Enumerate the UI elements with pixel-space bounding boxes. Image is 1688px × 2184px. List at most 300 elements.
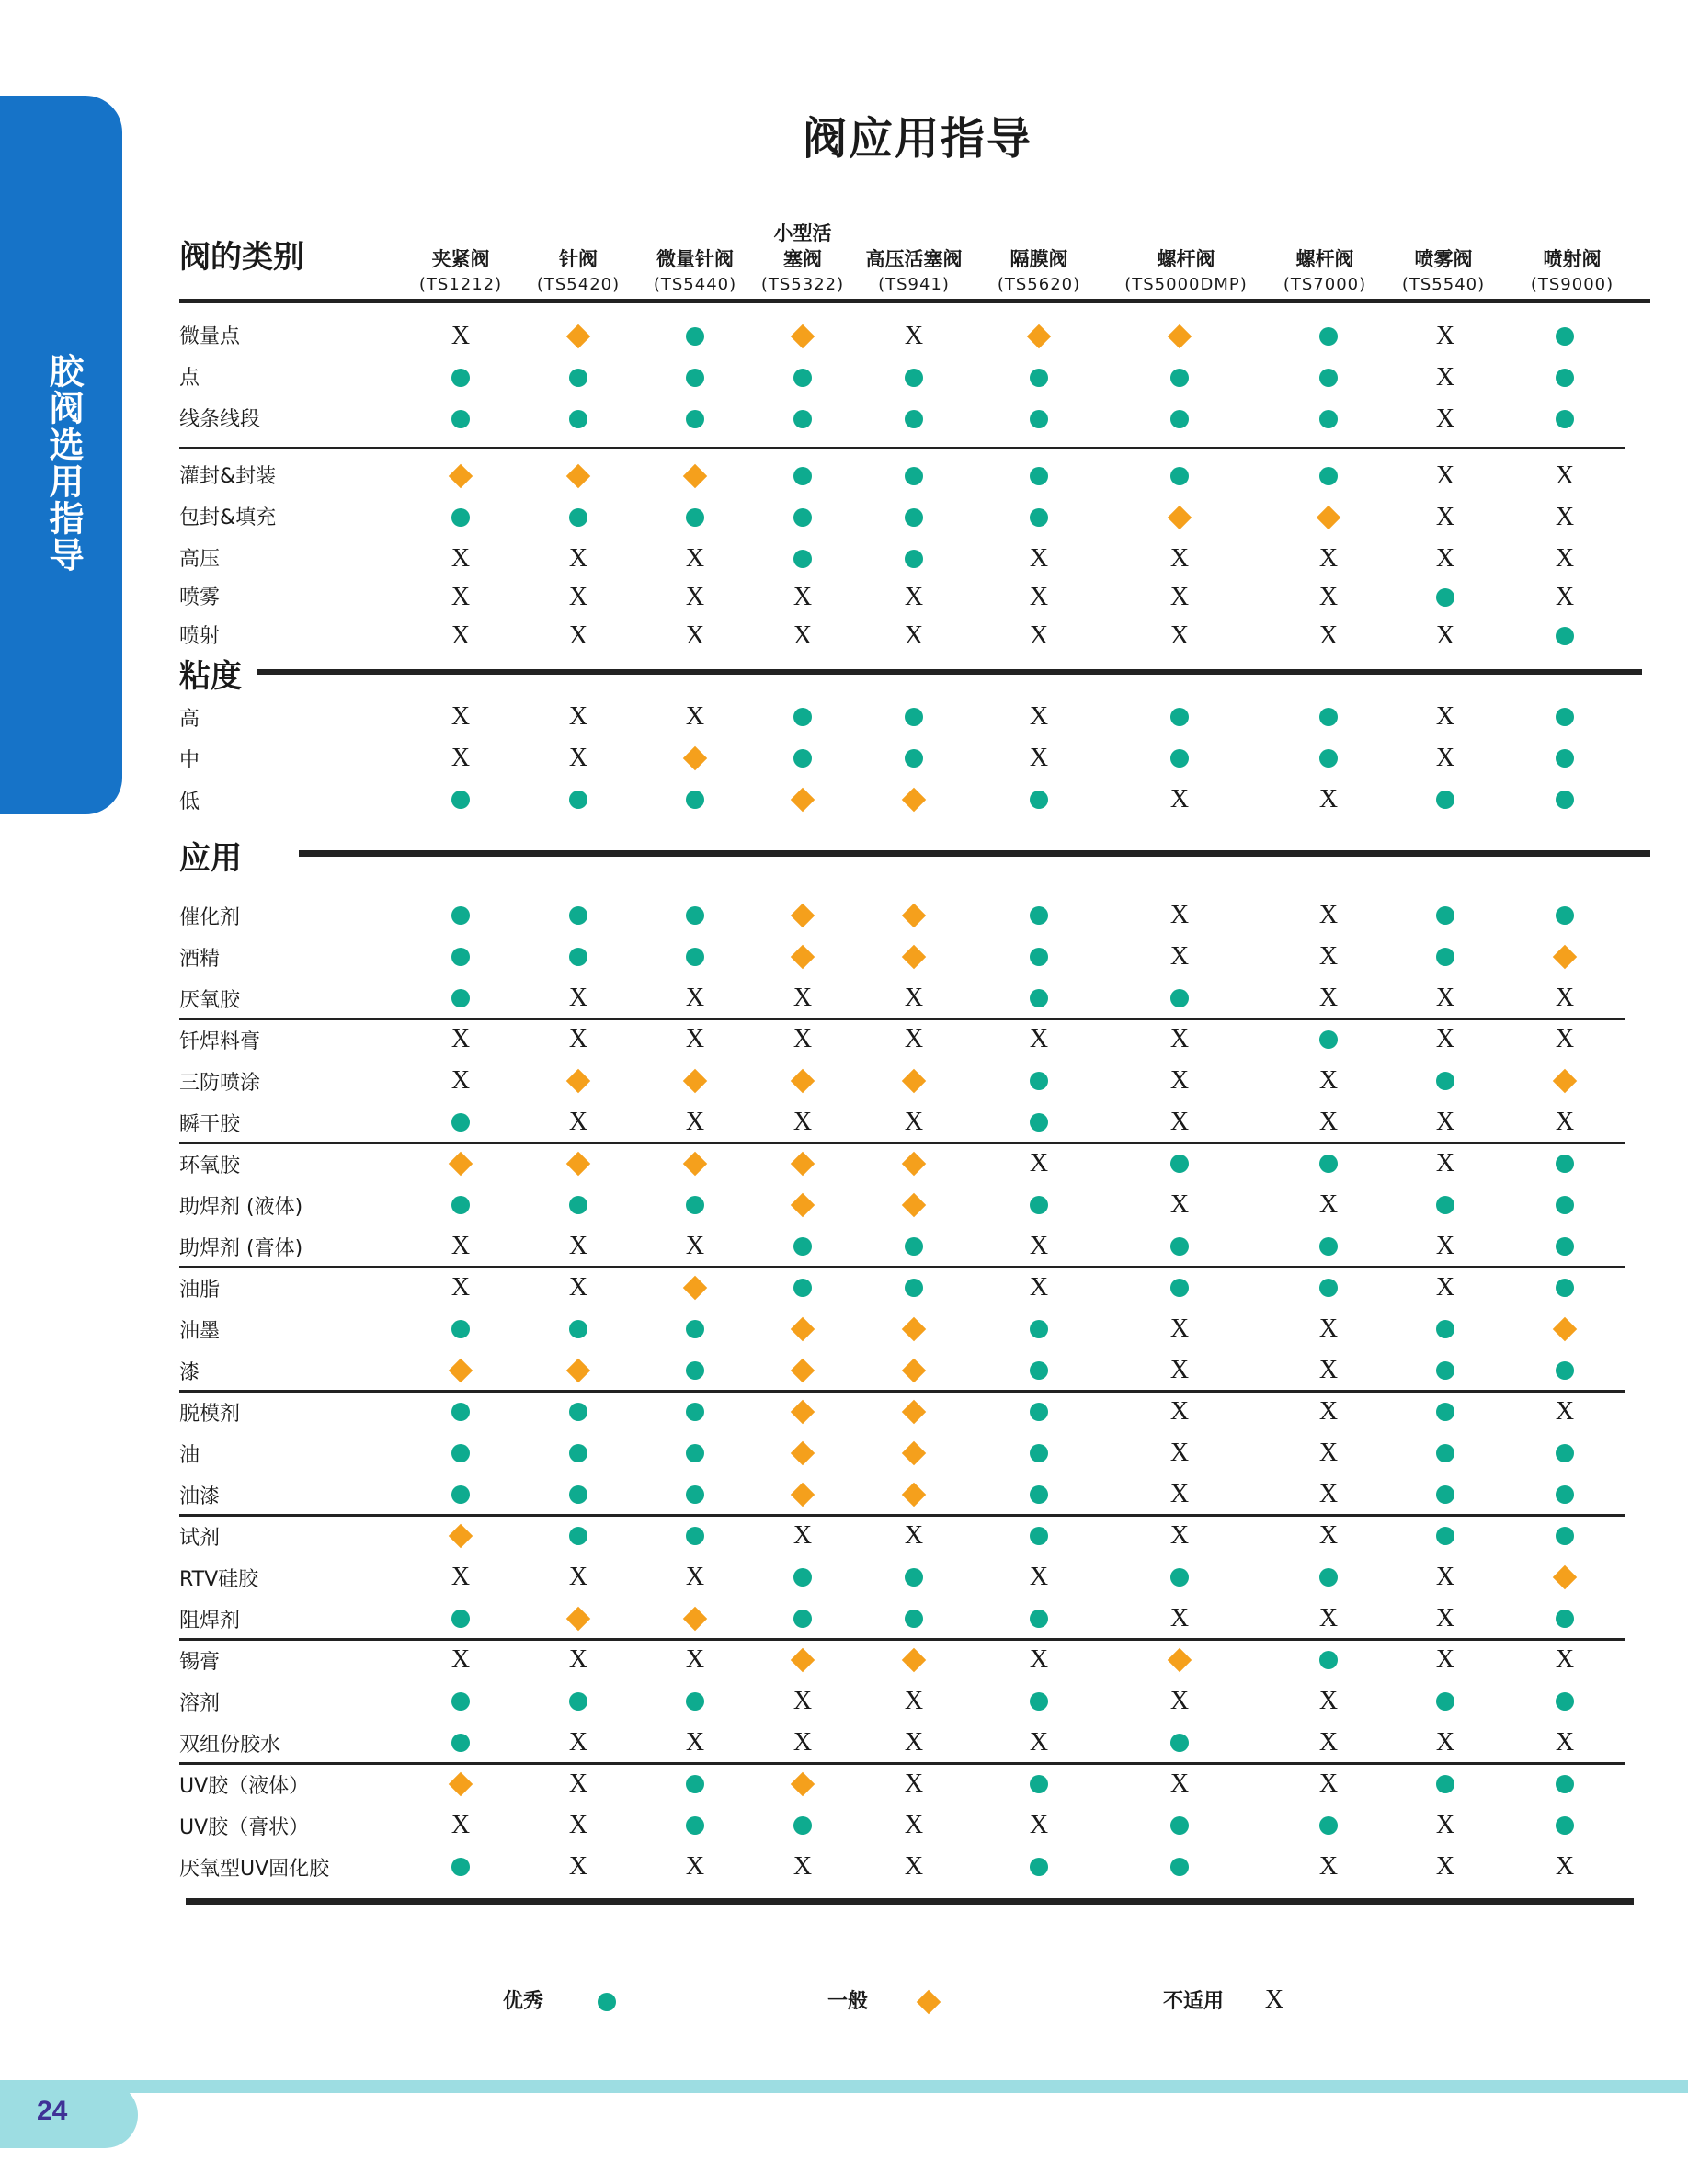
not-applicable-x-icon: X [1029,744,1049,772]
excellent-dot-icon [1427,1352,1464,1389]
fair-diamond-icon [677,1063,713,1099]
legend-excellent-label: 优秀 [503,1990,544,2013]
not-applicable-x-icon: X [1318,1356,1339,1384]
fair-diamond-icon [442,1352,479,1389]
not-applicable-x-icon: X [904,1811,924,1839]
not-applicable-x-icon: X [904,1728,924,1757]
fair-diamond-icon [784,897,821,934]
fair-diamond-icon [784,1311,821,1348]
not-applicable-x-icon: X [1318,1852,1339,1881]
excellent-dot-icon [895,1269,932,1306]
not-applicable-x-icon: X [1318,1769,1339,1798]
page-title: 阀应用指导 [802,113,1032,165]
fair-diamond-icon [784,1187,821,1223]
column-code: (TS5440) [653,275,737,294]
legend-dot-icon [588,1984,625,2020]
not-applicable-x-icon: X [793,583,813,611]
excellent-dot-icon [784,458,821,495]
fair-diamond-icon [1161,1642,1198,1678]
excellent-dot-icon [1427,1435,1464,1472]
not-applicable-x-icon: X [685,583,705,611]
fair-diamond-icon [895,1187,932,1223]
fair-diamond-icon [1161,499,1198,536]
not-applicable-x-icon: X [1435,322,1455,350]
fair-diamond-icon [442,1766,479,1803]
fair-diamond-icon [560,1145,597,1182]
not-applicable-x-icon: X [1435,503,1455,531]
row-label: 溶剂 [179,1692,221,1715]
excellent-dot-icon [1427,1518,1464,1554]
row-label: 微量点 [179,325,241,348]
column-code: (TS5322) [760,275,845,294]
row-label: 油 [179,1444,200,1467]
not-applicable-x-icon: X [1029,544,1049,573]
excellent-dot-icon [560,1393,597,1430]
not-applicable-x-icon: X [1318,544,1339,573]
excellent-dot-icon [1310,401,1347,438]
excellent-dot-icon [560,1476,597,1513]
not-applicable-x-icon: X [1435,744,1455,772]
column-name: 螺杆阀 [1157,248,1215,270]
not-applicable-x-icon: X [1318,1728,1339,1757]
excellent-dot-icon [560,1518,597,1554]
sidebar-tab [0,96,122,814]
not-applicable-x-icon: X [685,702,705,731]
footer-band [0,2080,1688,2093]
not-applicable-x-icon: X [1435,544,1455,573]
not-applicable-x-icon: X [1169,1108,1190,1136]
column-header [975,246,1103,298]
divider [179,447,1625,449]
not-applicable-x-icon: X [793,1521,813,1550]
excellent-dot-icon [677,359,713,396]
not-applicable-x-icon: X [1555,1397,1575,1426]
divider [179,1390,1625,1393]
divider [179,299,1650,303]
excellent-dot-icon [1021,499,1057,536]
fair-diamond-icon [1546,1311,1583,1348]
excellent-dot-icon [1310,740,1347,777]
not-applicable-x-icon: X [568,1645,588,1674]
excellent-dot-icon [442,1311,479,1348]
legend-x-icon: X [1264,1985,1284,2014]
fair-diamond-icon [784,1393,821,1430]
divider [179,1514,1625,1517]
excellent-dot-icon [1310,1021,1347,1058]
excellent-dot-icon [442,1104,479,1141]
not-applicable-x-icon: X [1435,461,1455,490]
excellent-dot-icon [895,740,932,777]
excellent-dot-icon [1021,897,1057,934]
excellent-dot-icon [677,781,713,818]
fair-diamond-icon [784,1642,821,1678]
excellent-dot-icon [1310,1269,1347,1306]
column-code: (TS5000DMP) [1124,275,1248,294]
fair-diamond-icon [560,1600,597,1637]
excellent-dot-icon [784,401,821,438]
excellent-dot-icon [677,1476,713,1513]
row-label: 高 [179,708,200,731]
row-label: 双组份胶水 [179,1734,281,1757]
excellent-dot-icon [1546,1435,1583,1472]
excellent-dot-icon [1161,699,1198,735]
not-applicable-x-icon: X [1318,785,1339,813]
row-label: 助焊剂 (液体) [179,1196,303,1219]
fair-diamond-icon [560,1063,597,1099]
excellent-dot-icon [442,1848,479,1885]
fair-diamond-icon [895,1642,932,1678]
not-applicable-x-icon: X [904,1852,924,1881]
not-applicable-x-icon: X [1435,702,1455,731]
excellent-dot-icon [677,1683,713,1720]
not-applicable-x-icon: X [568,1728,588,1757]
not-applicable-x-icon: X [1169,1439,1190,1467]
fair-diamond-icon [784,1476,821,1513]
excellent-dot-icon [1021,1683,1057,1720]
not-applicable-x-icon: X [685,1728,705,1757]
excellent-dot-icon [895,1228,932,1265]
fair-diamond-icon [895,1435,932,1472]
not-applicable-x-icon: X [904,1108,924,1136]
excellent-dot-icon [442,781,479,818]
fair-diamond-icon [784,1766,821,1803]
row-label: 油墨 [179,1320,221,1343]
fair-diamond-icon [677,1269,713,1306]
not-applicable-x-icon: X [793,1025,813,1053]
not-applicable-x-icon: X [1169,785,1190,813]
not-applicable-x-icon: X [1169,583,1190,611]
column-code: (TS941) [878,275,950,294]
not-applicable-x-icon: X [1169,1521,1190,1550]
excellent-dot-icon [677,1807,713,1844]
excellent-dot-icon [677,1393,713,1430]
divider [179,1638,1625,1641]
not-applicable-x-icon: X [568,702,588,731]
not-applicable-x-icon: X [1435,1025,1455,1053]
excellent-dot-icon [1310,458,1347,495]
fair-diamond-icon [1546,1559,1583,1596]
not-applicable-x-icon: X [904,322,924,350]
not-applicable-x-icon: X [1318,1190,1339,1219]
excellent-dot-icon [1021,359,1057,396]
not-applicable-x-icon: X [568,583,588,611]
excellent-dot-icon [1161,458,1198,495]
not-applicable-x-icon: X [1318,1521,1339,1550]
excellent-dot-icon [1021,1600,1057,1637]
not-applicable-x-icon: X [1169,1397,1190,1426]
not-applicable-x-icon: X [1029,1563,1049,1591]
not-applicable-x-icon: X [451,1025,471,1053]
fair-diamond-icon [784,938,821,975]
not-applicable-x-icon: X [1555,1852,1575,1881]
excellent-dot-icon [1161,359,1198,396]
not-applicable-x-icon: X [1318,1687,1339,1715]
excellent-dot-icon [677,1435,713,1472]
excellent-dot-icon [895,401,932,438]
not-applicable-x-icon: X [451,1563,471,1591]
excellent-dot-icon [1546,1145,1583,1182]
divider [179,1018,1625,1020]
excellent-dot-icon [442,1600,479,1637]
excellent-dot-icon [560,1683,597,1720]
column-name: 高压活塞阀 [865,248,963,270]
excellent-dot-icon [784,359,821,396]
not-applicable-x-icon: X [1318,942,1339,971]
excellent-dot-icon [677,1352,713,1389]
excellent-dot-icon [1021,1848,1057,1885]
not-applicable-x-icon: X [1555,544,1575,573]
not-applicable-x-icon: X [451,322,471,350]
not-applicable-x-icon: X [1318,1439,1339,1467]
column-header [1112,246,1260,298]
fair-diamond-icon [1546,938,1583,975]
excellent-dot-icon [1021,1063,1057,1099]
divider [299,850,1650,857]
fair-diamond-icon [895,1476,932,1513]
not-applicable-x-icon: X [1169,1604,1190,1632]
not-applicable-x-icon: X [904,1521,924,1550]
fair-diamond-icon [560,318,597,355]
column-name: 喷射阀 [1543,248,1602,270]
column-code: (TS5420) [536,275,621,294]
section-title-viscosity: 粘度 [179,658,242,695]
not-applicable-x-icon: X [793,1108,813,1136]
excellent-dot-icon [560,1311,597,1348]
legend-diamond-icon [910,1984,947,2020]
column-header [514,246,643,298]
excellent-dot-icon [1546,1683,1583,1720]
not-applicable-x-icon: X [568,1852,588,1881]
excellent-dot-icon [1021,1393,1057,1430]
excellent-dot-icon [1546,1269,1583,1306]
excellent-dot-icon [677,1187,713,1223]
not-applicable-x-icon: X [451,1232,471,1260]
not-applicable-x-icon: X [685,1852,705,1881]
excellent-dot-icon [784,1600,821,1637]
excellent-dot-icon [784,699,821,735]
not-applicable-x-icon: X [451,583,471,611]
row-label: UV胶（液体） [179,1775,310,1798]
divider [186,1898,1634,1905]
column-header [1260,246,1389,298]
excellent-dot-icon [1546,1187,1583,1223]
excellent-dot-icon [1310,699,1347,735]
excellent-dot-icon [442,1435,479,1472]
excellent-dot-icon [1021,781,1057,818]
excellent-dot-icon [1021,1104,1057,1141]
excellent-dot-icon [1546,1766,1583,1803]
row-label: 钎焊料膏 [179,1030,261,1053]
excellent-dot-icon [560,897,597,934]
excellent-dot-icon [1021,1766,1057,1803]
excellent-dot-icon [1161,401,1198,438]
excellent-dot-icon [677,318,713,355]
excellent-dot-icon [1310,318,1347,355]
not-applicable-x-icon: X [904,984,924,1012]
excellent-dot-icon [560,781,597,818]
excellent-dot-icon [442,897,479,934]
not-applicable-x-icon: X [904,621,924,650]
row-label: 锡膏 [179,1651,221,1674]
not-applicable-x-icon: X [1029,1149,1049,1177]
fair-diamond-icon [784,1145,821,1182]
fair-diamond-icon [442,1518,479,1554]
fair-diamond-icon [442,1145,479,1182]
row-label: 油漆 [179,1485,221,1508]
row-label: 灌封&封装 [179,465,277,488]
excellent-dot-icon [1021,980,1057,1017]
excellent-dot-icon [442,980,479,1017]
not-applicable-x-icon: X [1029,1728,1049,1757]
fair-diamond-icon [677,1600,713,1637]
not-applicable-x-icon: X [568,984,588,1012]
excellent-dot-icon [1310,359,1347,396]
column-code: (TS9000) [1530,275,1614,294]
not-applicable-x-icon: X [568,1108,588,1136]
excellent-dot-icon [1310,1559,1347,1596]
excellent-dot-icon [1161,1724,1198,1761]
excellent-dot-icon [1021,1518,1057,1554]
excellent-dot-icon [1546,1807,1583,1844]
not-applicable-x-icon: X [1169,901,1190,929]
not-applicable-x-icon: X [793,1687,813,1715]
row-label: RTV硅胶 [179,1568,259,1591]
not-applicable-x-icon: X [1435,621,1455,650]
excellent-dot-icon [784,499,821,536]
not-applicable-x-icon: X [1435,984,1455,1012]
divider [179,1266,1625,1268]
column-name: 针阀 [559,248,598,270]
not-applicable-x-icon: X [451,744,471,772]
section-title-applications: 应用 [179,840,242,877]
not-applicable-x-icon: X [1169,1480,1190,1508]
row-label: 包封&填充 [179,506,277,529]
divider [179,1142,1625,1144]
row-label: 助焊剂 (膏体) [179,1237,303,1260]
excellent-dot-icon [560,401,597,438]
excellent-dot-icon [1546,1518,1583,1554]
excellent-dot-icon [1021,1352,1057,1389]
excellent-dot-icon [1546,1600,1583,1637]
fair-diamond-icon [1021,318,1057,355]
excellent-dot-icon [784,740,821,777]
row-label: 线条线段 [179,408,261,431]
not-applicable-x-icon: X [1555,1108,1575,1136]
excellent-dot-icon [677,1766,713,1803]
fair-diamond-icon [784,1352,821,1389]
excellent-dot-icon [677,499,713,536]
not-applicable-x-icon: X [1435,1232,1455,1260]
not-applicable-x-icon: X [1555,1645,1575,1674]
not-applicable-x-icon: X [904,1025,924,1053]
row-label: 瞬干胶 [179,1113,241,1136]
not-applicable-x-icon: X [1435,404,1455,433]
fair-diamond-icon [784,781,821,818]
column-header [1379,246,1508,298]
excellent-dot-icon [442,938,479,975]
not-applicable-x-icon: X [793,621,813,650]
not-applicable-x-icon: X [568,1769,588,1798]
excellent-dot-icon [1427,1683,1464,1720]
not-applicable-x-icon: X [1029,702,1049,731]
not-applicable-x-icon: X [1318,1066,1339,1095]
excellent-dot-icon [1427,1063,1464,1099]
row-label: 环氧胶 [179,1155,241,1177]
excellent-dot-icon [895,458,932,495]
excellent-dot-icon [1161,740,1198,777]
not-applicable-x-icon: X [1435,363,1455,392]
excellent-dot-icon [1021,401,1057,438]
not-applicable-x-icon: X [451,1645,471,1674]
column-header [850,246,978,298]
not-applicable-x-icon: X [1029,1273,1049,1302]
excellent-dot-icon [784,1269,821,1306]
fair-diamond-icon [784,1435,821,1472]
not-applicable-x-icon: X [1318,901,1339,929]
fair-diamond-icon [677,458,713,495]
category-header: 阀的类别 [179,239,304,276]
column-header [1508,246,1637,298]
excellent-dot-icon [1161,1807,1198,1844]
not-applicable-x-icon: X [1318,621,1339,650]
row-label: 酒精 [179,948,221,971]
row-label: 高压 [179,548,221,571]
column-name: 螺杆阀 [1295,248,1354,270]
page-number: 24 [37,2096,68,2126]
excellent-dot-icon [560,1435,597,1472]
legend-fair-label: 一般 [827,1990,869,2013]
not-applicable-x-icon: X [685,1108,705,1136]
fair-diamond-icon [895,781,932,818]
excellent-dot-icon [1427,938,1464,975]
not-applicable-x-icon: X [568,1563,588,1591]
not-applicable-x-icon: X [1435,1811,1455,1839]
not-applicable-x-icon: X [904,1769,924,1798]
column-header [396,246,525,298]
not-applicable-x-icon: X [1169,1769,1190,1798]
excellent-dot-icon [1161,1559,1198,1596]
row-label: 阻焊剂 [179,1610,241,1632]
fair-diamond-icon [895,1393,932,1430]
column-name: 喷雾阀 [1414,248,1473,270]
excellent-dot-icon [1310,1228,1347,1265]
not-applicable-x-icon: X [1318,984,1339,1012]
fair-diamond-icon [895,897,932,934]
fair-diamond-icon [895,1352,932,1389]
excellent-dot-icon [1546,618,1583,654]
not-applicable-x-icon: X [568,1025,588,1053]
excellent-dot-icon [1546,318,1583,355]
not-applicable-x-icon: X [1555,1728,1575,1757]
row-label: UV胶（膏状） [179,1816,310,1839]
not-applicable-x-icon: X [568,544,588,573]
not-applicable-x-icon: X [685,544,705,573]
excellent-dot-icon [1546,1476,1583,1513]
not-applicable-x-icon: X [1318,1314,1339,1343]
excellent-dot-icon [677,1518,713,1554]
not-applicable-x-icon: X [904,583,924,611]
not-applicable-x-icon: X [1029,1645,1049,1674]
excellent-dot-icon [895,540,932,577]
excellent-dot-icon [1546,359,1583,396]
excellent-dot-icon [1427,781,1464,818]
fair-diamond-icon [677,740,713,777]
row-label: 喷射 [179,625,221,648]
not-applicable-x-icon: X [685,621,705,650]
excellent-dot-icon [442,359,479,396]
row-label: 厌氧型UV固化胶 [179,1858,330,1881]
not-applicable-x-icon: X [1029,621,1049,650]
